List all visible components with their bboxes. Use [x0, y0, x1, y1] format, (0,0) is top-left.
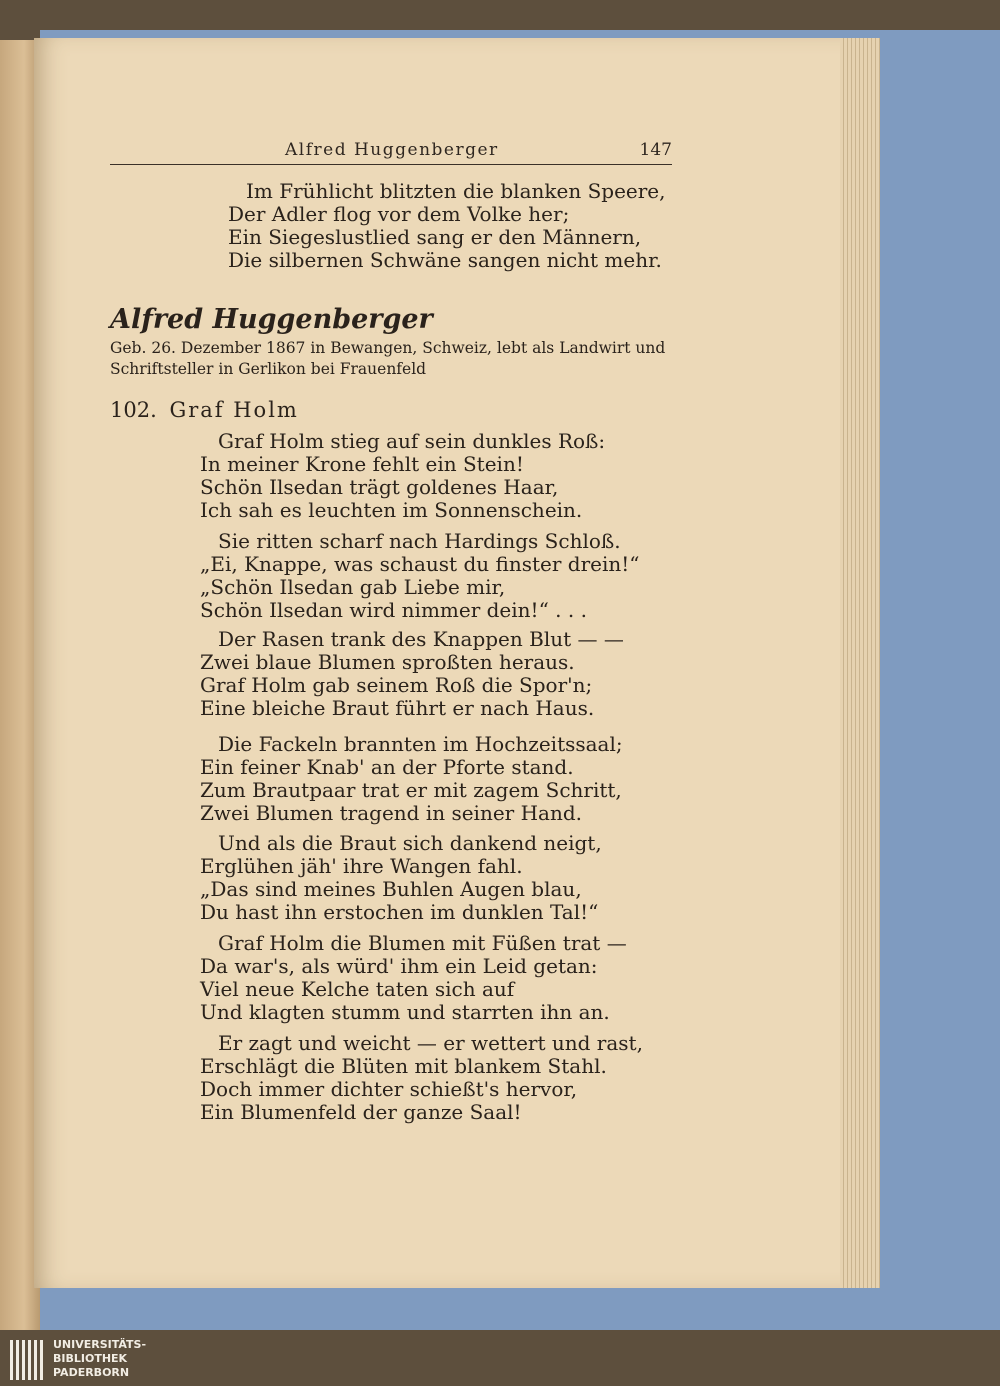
- verse-line: Ein feiner Knab' an der Pforte stand.: [200, 755, 574, 779]
- running-head-title: Alfred Huggenberger: [285, 140, 499, 160]
- library-name-line: UNIVERSITÄTS-: [53, 1338, 147, 1351]
- author-bio: Geb. 26. Dezember 1867 in Bewangen, Schweiz, lebt als Landwirt und Schriftsteller in Gerlikon bei Frauenfeld: [110, 339, 666, 378]
- opening-stanza: [228, 180, 666, 272]
- verse-line: Zum Brautpaar trat er mit zagem Schritt,: [200, 778, 622, 802]
- poem-stanza: [200, 430, 605, 522]
- verse-line: Ich sah es leuchten im Sonnenschein.: [200, 498, 583, 522]
- library-columns-icon: [8, 1338, 46, 1382]
- author-name: Alfred Huggenberger: [110, 304, 433, 335]
- verse-line: Die Fackeln brannten im Hochzeitssaal;: [218, 732, 623, 756]
- poem-stanza: [200, 932, 627, 1024]
- poem-stanza: [200, 1032, 643, 1124]
- poem-stanza: [200, 530, 640, 622]
- verse-line: Der Adler flog vor dem Volke her;: [228, 202, 570, 226]
- verse-line: Zwei Blumen tragend in seiner Hand.: [200, 801, 582, 825]
- poem-stanza: [200, 832, 602, 924]
- verse-line: Da war's, als würd' ihm ein Leid getan:: [200, 954, 598, 978]
- poem-title: Graf Holm: [169, 398, 299, 422]
- verse-line: Viel neue Kelche taten sich auf: [200, 977, 515, 1001]
- verse-line: Er zagt und weicht — er wettert und rast,: [218, 1031, 643, 1055]
- verse-line: Graf Holm die Blumen mit Füßen trat —: [218, 931, 627, 955]
- verse-line: „Ei, Knappe, was schaust du finster drein!“: [200, 552, 640, 576]
- verse-line: Erschlägt die Blüten mit blankem Stahl.: [200, 1054, 607, 1078]
- verse-line: Du hast ihn erstochen im dunklen Tal!“: [200, 900, 599, 924]
- page-number: 147: [639, 140, 672, 160]
- poem-number: 102.: [110, 398, 157, 422]
- poem-stanza: [200, 733, 623, 825]
- verse-line: Der Rasen trank des Knappen Blut — —: [218, 627, 624, 651]
- verse-line: Und als die Braut sich dankend neigt,: [218, 831, 602, 855]
- verse-line: Erglühen jäh' ihre Wangen fahl.: [200, 854, 523, 878]
- verse-line: Im Frühlicht blitzten die blanken Speere,: [246, 179, 666, 203]
- library-footer: [0, 1336, 1000, 1386]
- library-name: [53, 1338, 146, 1380]
- library-name-line: PADERBORN: [53, 1366, 130, 1379]
- library-name-line: BIBLIOTHEK: [53, 1352, 128, 1365]
- verse-line: Ein Siegeslustlied sang er den Männern,: [228, 225, 642, 249]
- verse-line: Schön Ilsedan wird nimmer dein!“ . . .: [200, 598, 587, 622]
- verse-line: Graf Holm gab seinem Roß die Spor'n;: [200, 673, 593, 697]
- verse-line: In meiner Krone fehlt ein Stein!: [200, 452, 524, 476]
- verse-line: Die silbernen Schwäne sangen nicht mehr.: [228, 248, 662, 272]
- verse-line: Eine bleiche Braut führt er nach Haus.: [200, 696, 595, 720]
- verse-line: „Das sind meines Buhlen Augen blau,: [200, 877, 582, 901]
- verse-line: Zwei blaue Blumen sproßten heraus.: [200, 650, 575, 674]
- verse-line: Sie ritten scharf nach Hardings Schloß.: [218, 529, 621, 553]
- verse-line: Ein Blumenfeld der ganze Saal!: [200, 1100, 522, 1124]
- verse-line: „Schön Ilsedan gab Liebe mir,: [200, 575, 506, 599]
- verse-line: Und klagten stumm und starrten ihn an.: [200, 1000, 610, 1024]
- running-head: [110, 140, 672, 165]
- verse-line: Graf Holm stieg auf sein dunkles Roß:: [218, 429, 606, 453]
- poem-heading: [110, 398, 299, 422]
- verse-line: Doch immer dichter schießt's hervor,: [200, 1077, 578, 1101]
- verse-line: Schön Ilsedan trägt goldenes Haar,: [200, 475, 559, 499]
- poem-stanza: [200, 628, 624, 720]
